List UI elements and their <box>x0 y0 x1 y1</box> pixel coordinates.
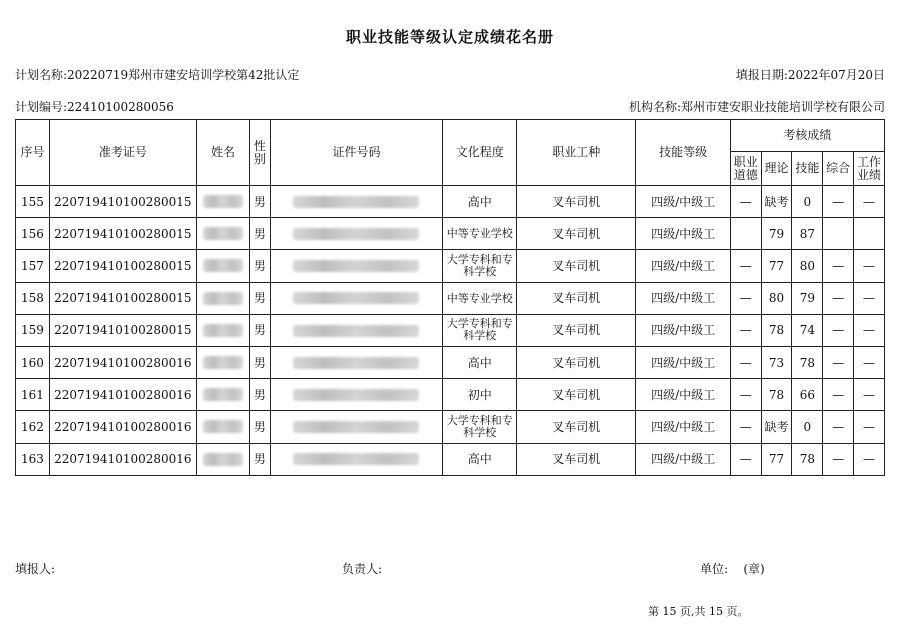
cell-comprehensive <box>823 218 854 250</box>
cell-comprehensive: — <box>823 443 854 475</box>
education-text: 中等专业学校 <box>446 291 513 305</box>
redacted-name <box>203 195 243 208</box>
redacted-id-number <box>293 421 419 433</box>
redacted-name <box>203 356 243 369</box>
cell-education <box>443 250 517 282</box>
cell-job: 叉车司机 <box>517 314 636 346</box>
plan-name-label: 计划名称: <box>15 68 68 82</box>
redacted-id-number <box>293 228 419 240</box>
cell-level: 四级/中级工 <box>636 346 730 378</box>
header-name: 姓名 <box>196 120 249 186</box>
cell-id-no <box>270 443 443 475</box>
redacted-name <box>203 259 243 272</box>
table-row <box>16 314 885 346</box>
cell-education <box>443 314 517 346</box>
table-row <box>16 346 885 378</box>
cell-comprehensive: — <box>823 250 854 282</box>
redacted-id-number <box>293 325 419 337</box>
cell-level: 四级/中级工 <box>636 186 730 218</box>
cell-ethics: — <box>730 379 761 411</box>
table-row <box>16 218 885 250</box>
cell-education <box>443 443 517 475</box>
redacted-id-number <box>293 292 419 304</box>
cell-education <box>443 379 517 411</box>
education-text: 中等专业学校 <box>446 227 513 241</box>
cell-job: 叉车司机 <box>517 379 636 411</box>
seal-text: (章) <box>743 562 765 576</box>
filler-label: 填报人: <box>15 562 56 576</box>
cell-theory: 80 <box>761 282 792 314</box>
plan-no-label: 计划编号: <box>15 100 68 114</box>
cell-job: 叉车司机 <box>517 346 636 378</box>
header-comprehensive: 综合 <box>823 152 854 186</box>
cell-level: 四级/中级工 <box>636 218 730 250</box>
cell-id-no <box>270 250 443 282</box>
plan-name-value: 20220719郑州市建安培训学校第42批认定 <box>67 68 300 82</box>
cell-skill: 78 <box>792 443 823 475</box>
header-job: 职业工种 <box>517 120 636 186</box>
education-text: 高中 <box>467 194 492 209</box>
fill-date-value: 2022年07月20日 <box>787 68 885 82</box>
cell-id-no <box>270 379 443 411</box>
cell-name <box>196 250 249 282</box>
cell-skill: 66 <box>792 379 823 411</box>
redacted-name <box>203 227 243 240</box>
cell-level: 四级/中级工 <box>636 314 730 346</box>
cell-skill: 79 <box>792 282 823 314</box>
education-text: 大学专科和专科学校 <box>446 252 513 278</box>
cell-education <box>443 218 517 250</box>
cell-seq: 161 <box>16 379 50 411</box>
cell-comprehensive: — <box>823 186 854 218</box>
cell-gender: 男 <box>250 314 271 346</box>
header-skill: 技能 <box>792 152 823 186</box>
cell-theory: 缺考 <box>761 186 792 218</box>
cell-skill: 87 <box>792 218 823 250</box>
plan-no-line <box>15 98 174 115</box>
cell-work-performance: — <box>854 411 885 443</box>
education-text: 大学专科和专科学校 <box>446 413 513 439</box>
cell-level: 四级/中级工 <box>636 250 730 282</box>
table-row <box>16 186 885 218</box>
cell-ethics: — <box>730 186 761 218</box>
cell-work-performance: — <box>854 346 885 378</box>
cell-work-performance: — <box>854 314 885 346</box>
cell-ethics: — <box>730 282 761 314</box>
cell-work-performance: — <box>854 186 885 218</box>
education-text: 高中 <box>467 452 492 467</box>
cell-work-performance: — <box>854 250 885 282</box>
table-row <box>16 411 885 443</box>
cell-exam-no: 220719410100280016 <box>49 379 196 411</box>
cell-level: 四级/中级工 <box>636 379 730 411</box>
header-exam-no: 准考证号 <box>49 120 196 186</box>
cell-ethics: — <box>730 346 761 378</box>
cell-name <box>196 282 249 314</box>
cell-skill: 74 <box>792 314 823 346</box>
cell-ethics: — <box>730 250 761 282</box>
cell-id-no <box>270 186 443 218</box>
cell-comprehensive: — <box>823 379 854 411</box>
cell-gender: 男 <box>250 346 271 378</box>
cell-skill: 78 <box>792 346 823 378</box>
cell-education <box>443 411 517 443</box>
cell-seq: 163 <box>16 443 50 475</box>
cell-exam-no: 220719410100280015 <box>49 282 196 314</box>
cell-id-no <box>270 314 443 346</box>
cell-theory: 73 <box>761 346 792 378</box>
header-education: 文化程度 <box>443 120 517 186</box>
cell-theory: 77 <box>761 250 792 282</box>
cell-id-no <box>270 346 443 378</box>
cell-exam-no: 220719410100280015 <box>49 186 196 218</box>
cell-seq: 157 <box>16 250 50 282</box>
cell-name <box>196 411 249 443</box>
cell-exam-no: 220719410100280016 <box>49 346 196 378</box>
cell-gender: 男 <box>250 443 271 475</box>
cell-seq: 159 <box>16 314 50 346</box>
unit-line <box>700 560 765 577</box>
cell-skill: 80 <box>792 250 823 282</box>
plan-name-line <box>15 66 299 83</box>
table-row <box>16 250 885 282</box>
org-value: 郑州市建安职业技能培训学校有限公司 <box>680 100 885 114</box>
cell-name <box>196 314 249 346</box>
redacted-id-number <box>293 196 419 208</box>
cell-seq: 160 <box>16 346 50 378</box>
cell-education <box>443 186 517 218</box>
page-number: 第 15 页,共 15 页。 <box>648 605 749 618</box>
cell-name <box>196 346 249 378</box>
cell-exam-no: 220719410100280016 <box>49 411 196 443</box>
cell-theory: 78 <box>761 379 792 411</box>
cell-level: 四级/中级工 <box>636 443 730 475</box>
cell-comprehensive: — <box>823 411 854 443</box>
header-seq: 序号 <box>16 120 50 186</box>
cell-work-performance: — <box>854 282 885 314</box>
cell-ethics: — <box>730 443 761 475</box>
org-label: 机构名称: <box>628 100 681 114</box>
education-text: 大学专科和专科学校 <box>446 317 513 343</box>
cell-job: 叉车司机 <box>517 250 636 282</box>
header-work-performance: 工作业绩 <box>854 152 885 186</box>
cell-comprehensive: — <box>823 346 854 378</box>
cell-gender: 男 <box>250 411 271 443</box>
cell-ethics <box>730 218 761 250</box>
cell-job: 叉车司机 <box>517 411 636 443</box>
cell-gender: 男 <box>250 282 271 314</box>
education-text: 初中 <box>467 387 492 402</box>
redacted-id-number <box>293 389 419 401</box>
document-title: 职业技能等级认定成绩花名册 <box>345 28 554 46</box>
cell-education <box>443 282 517 314</box>
cell-seq: 156 <box>16 218 50 250</box>
cell-job: 叉车司机 <box>517 186 636 218</box>
unit-label: 单位: <box>700 562 729 576</box>
cell-id-no <box>270 411 443 443</box>
cell-job: 叉车司机 <box>517 218 636 250</box>
cell-skill: 0 <box>792 411 823 443</box>
cell-name <box>196 379 249 411</box>
header-gender: 性别 <box>250 120 271 186</box>
cell-id-no <box>270 282 443 314</box>
cell-id-no <box>270 218 443 250</box>
cell-theory: 77 <box>761 443 792 475</box>
redacted-name <box>203 292 243 305</box>
education-text: 高中 <box>467 355 492 370</box>
redacted-name <box>203 420 243 433</box>
header-id-no: 证件号码 <box>270 120 443 186</box>
cell-ethics: — <box>730 411 761 443</box>
cell-gender: 男 <box>250 379 271 411</box>
cell-work-performance <box>854 218 885 250</box>
cell-ethics: — <box>730 314 761 346</box>
redacted-name <box>203 388 243 401</box>
fill-date-label: 填报日期: <box>735 68 788 82</box>
cell-level: 四级/中级工 <box>636 282 730 314</box>
fill-date-line <box>736 66 885 83</box>
plan-no-value: 22410100280056 <box>67 100 174 114</box>
redacted-name <box>203 324 243 337</box>
redacted-id-number <box>293 453 419 465</box>
cell-comprehensive: — <box>823 282 854 314</box>
cell-seq: 155 <box>16 186 50 218</box>
cell-work-performance: — <box>854 443 885 475</box>
cell-gender: 男 <box>250 186 271 218</box>
cell-theory: 78 <box>761 314 792 346</box>
cell-name <box>196 186 249 218</box>
org-line <box>629 98 885 115</box>
cell-exam-no: 220719410100280015 <box>49 250 196 282</box>
cell-gender: 男 <box>250 250 271 282</box>
cell-name <box>196 218 249 250</box>
cell-job: 叉车司机 <box>517 282 636 314</box>
table-row <box>16 379 885 411</box>
redacted-id-number <box>293 357 419 369</box>
header-scores-group: 考核成绩 <box>730 120 884 152</box>
cell-level: 四级/中级工 <box>636 411 730 443</box>
cell-exam-no: 220719410100280016 <box>49 443 196 475</box>
score-roster-table <box>15 119 885 476</box>
table-body <box>16 186 885 476</box>
cell-skill: 0 <box>792 186 823 218</box>
header-level: 技能等级 <box>636 120 730 186</box>
cell-seq: 158 <box>16 282 50 314</box>
table-row <box>16 443 885 475</box>
cell-theory: 79 <box>761 218 792 250</box>
manager-label: 负责人: <box>342 562 383 576</box>
redacted-id-number <box>293 260 419 272</box>
header-theory: 理论 <box>761 152 792 186</box>
cell-seq: 162 <box>16 411 50 443</box>
cell-exam-no: 220719410100280015 <box>49 314 196 346</box>
cell-job: 叉车司机 <box>517 443 636 475</box>
cell-theory: 缺考 <box>761 411 792 443</box>
cell-gender: 男 <box>250 218 271 250</box>
cell-education <box>443 346 517 378</box>
cell-comprehensive: — <box>823 314 854 346</box>
table-row <box>16 282 885 314</box>
cell-exam-no: 220719410100280015 <box>49 218 196 250</box>
cell-work-performance: — <box>854 379 885 411</box>
cell-name <box>196 443 249 475</box>
redacted-name <box>203 453 243 466</box>
header-ethics: 职业道德 <box>730 152 761 186</box>
